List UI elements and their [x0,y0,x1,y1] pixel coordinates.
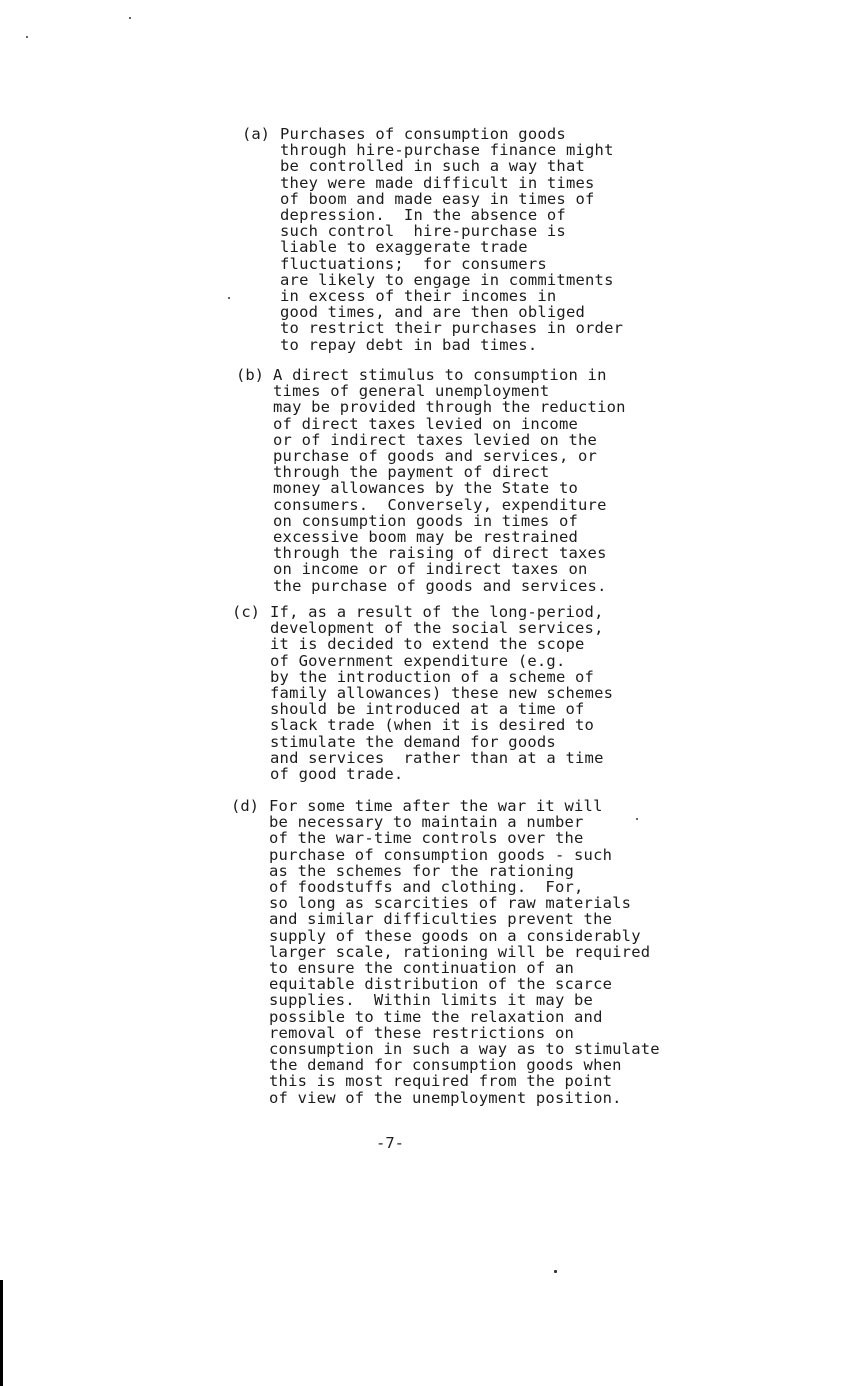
text-line: of good trade. [270,765,404,784]
text-line: be necessary to maintain a number [269,813,584,832]
paragraph-c-label: (c) [232,603,260,621]
text-line: are likely to engage in commitments [280,270,614,289]
text-line: and similar difficulties prevent the [269,910,613,929]
scan-speck [26,36,28,38]
text-line: to repay debt in bad times. [280,335,538,354]
paragraph-b-text [273,367,626,594]
text-line: to ensure the continuation of an [269,959,575,978]
paragraph-c-text [270,604,613,782]
text-line: should be introduced at a time of [270,700,585,719]
text-line: removal of these restrictions on [269,1023,575,1042]
text-line: the demand for consumption goods when [269,1056,622,1075]
text-line: purchase of goods and services, or [273,447,598,466]
text-line: good times, and are then obliged [280,303,586,322]
paragraph-a-text [280,126,623,353]
text-line: through hire-purchase finance might [280,141,614,160]
text-line: stimulate the demand for goods [270,732,556,751]
text-line: supplies. Within limits it may be [269,991,594,1010]
text-line: Purchases of consumption goods [280,125,566,143]
text-line: of the war-time controls over the [269,829,584,848]
paragraph-d-label: (d) [231,797,259,815]
text-line: money allowances by the State to [273,479,579,498]
page-number: -7- [376,1134,404,1152]
paragraph-d-text [269,798,660,1106]
text-line: supply of these goods on a considerably [269,926,641,945]
text-line: so long as scarcities of raw materials [269,894,632,913]
scan-speck [636,818,638,820]
scan-speck [228,297,230,299]
text-line: on income or of indirect taxes on [273,560,588,579]
text-line: such control hire-purchase is [280,222,566,241]
scan-edge-mark [0,1280,3,1386]
text-line: they were made difficult in times [280,173,595,192]
text-line: For some time after the war it will [269,797,603,815]
paragraph-a-label: (a) [242,125,270,143]
text-line: of boom and made easy in times of [280,189,595,208]
text-line: liable to exaggerate trade [280,238,528,257]
text-line: slack trade (when it is desired to [270,716,595,735]
text-line: possible to time the relaxation and [269,1007,603,1026]
text-line: by the introduction of a scheme of [270,667,595,686]
text-line: consumption in such a way as to stimulate [269,1040,660,1059]
text-line: family allowances) these new schemes [270,684,614,703]
text-line: may be provided through the reduction [273,398,626,417]
text-line: development of the social services, [270,619,604,638]
text-line: this is most required from the point [269,1072,613,1091]
text-line: it is decided to extend the scope [270,635,585,654]
text-line: of Government expenditure (e.g. [270,651,566,670]
text-line: consumers. Conversely, expenditure [273,495,607,514]
text-line: in excess of their incomes in [280,287,557,306]
text-line: be controlled in such a way that [280,157,586,176]
text-line: fluctuations; for consumers [280,254,547,273]
text-line: or of indirect taxes levied on the [273,430,598,449]
scan-speck [129,17,131,19]
text-line: depression. In the absence of [280,206,566,225]
text-line: and services rather than at a time [270,748,604,767]
text-line: the purchase of goods and services. [273,576,607,595]
scan-speck [554,1270,557,1273]
text-line: of foodstuffs and clothing. For, [269,878,584,897]
text-line: of view of the unemployment position. [269,1088,622,1107]
text-line: through the raising of direct taxes [273,544,607,563]
text-line: through the payment of direct [273,463,550,482]
text-line: larger scale, rationing will be required [269,942,651,961]
text-line: of direct taxes levied on income [273,414,579,433]
text-line: purchase of consumption goods - such [269,845,613,864]
text-line: times of general unemployment [273,382,550,401]
text-line: as the schemes for the rationing [269,861,575,880]
text-line: A direct stimulus to consumption in [273,366,607,384]
text-line: If, as a result of the long-period, [270,603,604,621]
text-line: excessive boom may be restrained [273,528,579,547]
paragraph-b-label: (b) [236,366,264,384]
text-line: to restrict their purchases in order [280,319,624,338]
text-line: equitable distribution of the scarce [269,975,613,994]
text-line: on consumption goods in times of [273,511,579,530]
